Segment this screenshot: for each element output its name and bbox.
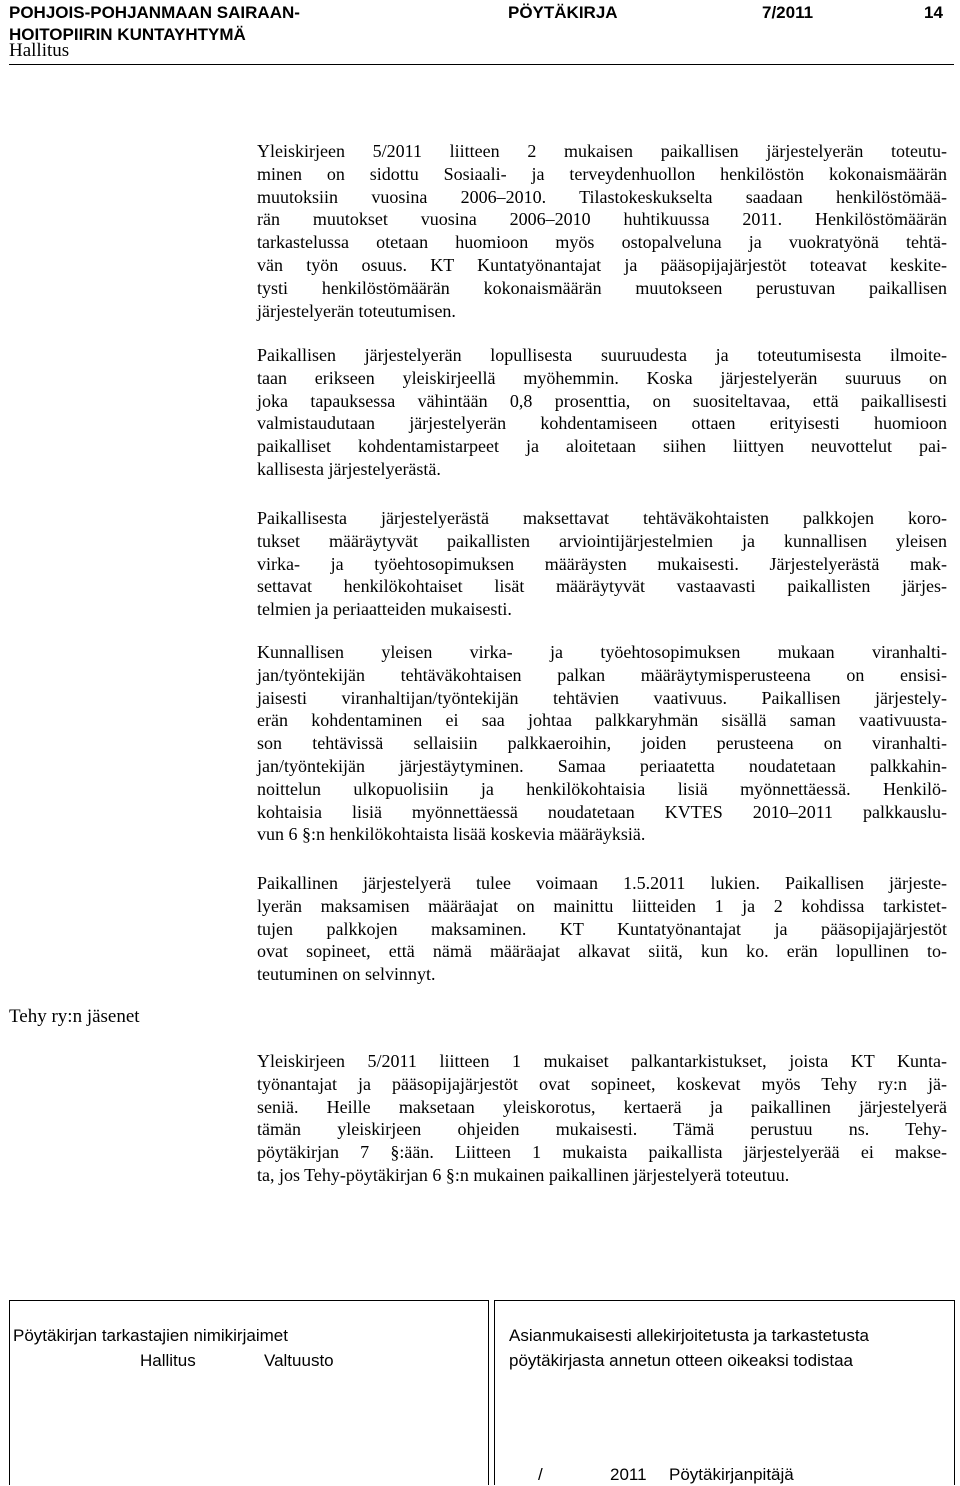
page-number: 14 [924, 3, 943, 22]
header-divider [9, 64, 954, 65]
paragraph-line: joka tapauksessa vähintään 0,8 prosenttia, on suositeltavaa, että paikallisesti [257, 390, 947, 411]
paragraph-line: tarkastelussa otetaan huomioon myös ostopalveluna ja vuokratyönä tehtä- [257, 232, 947, 253]
section-title: Hallitus [9, 40, 70, 61]
paragraph-5 [257, 872, 947, 986]
paragraph-line: vän työn osuus. KT Kuntatyönantajat ja pääsopijajärjestöt toteavat keskite- [257, 254, 947, 275]
paragraph-1 [257, 140, 947, 322]
paragraph-line: valmistaudutaan järjestelyerän kohdentamiseen ottaen erityisesti huomioon [257, 413, 947, 434]
paragraph-line: muutoksiin vuosina 2006–2010. Tilastokeskukselta saadaan henkilöstömää- [257, 186, 947, 207]
paragraph-line: tukset määräytyvät paikallisten arviointijärjestelmien ja kunnallisen yleisen [257, 530, 947, 551]
paragraph-3 [257, 507, 947, 621]
paragraph-line: työnantajat ja pääsopijajärjestöt ovat sopineet, koskevat myös Tehy ry:n jä- [257, 1073, 947, 1094]
paragraph-line: jan/työntekijän järjestäytyminen. Samaa periaatetta noudatetaan palkkahin- [257, 755, 947, 776]
paragraph-line: virka- ja työehtosopimuksen määräysten mukaisesti. Järjestelyerästä mak- [257, 553, 947, 574]
paragraph-6 [257, 1050, 947, 1187]
paragraph-line: minen on sidottu Sosiaali- ja terveydenhuollon henkilöstön kokonaismäärän [257, 163, 947, 184]
issue-number: 7/2011 [762, 3, 814, 22]
footer-valtuusto-label: Valtuusto [264, 1351, 334, 1370]
paragraph-line: Kunnallisen yleisen virka- ja työehtosopimuksen mukaan viranhalti- [257, 642, 947, 662]
footer-certification-line-2: pöytäkirjasta annetun otteen oikeaksi todistaa [509, 1351, 854, 1370]
document-type: PÖYTÄKIRJA [508, 3, 618, 22]
paragraph-line: Paikallisesta järjestelyerästä maksettavat tehtäväkohtaisten palkkojen koro- [257, 508, 947, 528]
footer-year: 2011 [610, 1465, 647, 1484]
paragraph-line: Yleiskirjeen 5/2011 liitteen 1 mukaiset palkantarkistukset, joista KT Kunta- [257, 1051, 947, 1071]
paragraph-2 [257, 344, 947, 481]
paragraph-line: son tehtävissä sellaisiin palkkaeroihin, joiden perusteena on viranhalti- [257, 733, 947, 754]
paragraph-line: järjestelyerän toteutumisen. [257, 300, 456, 321]
organization-name-line-1: POHJOIS-POHJANMAAN SAIRAAN- [9, 3, 300, 22]
organization-name-line-2: HOITOPIIRIN KUNTAYHTYMÄ [9, 25, 246, 44]
paragraph-line: tämän yleiskirjeen ohjeiden mukaisesti. Tämä perustuu ns. Tehy- [257, 1119, 947, 1140]
paragraph-4 [257, 641, 947, 846]
footer-certification-line-1: Asianmukaisesti allekirjoitetusta ja tarkastetusta [509, 1326, 869, 1345]
paragraph-line: teutuminen on selvinnyt. [257, 964, 436, 985]
paragraph-line: jan/työntekijän tehtäväkohtaisen palkan määräytymisperusteena on ensisi- [257, 664, 947, 685]
paragraph-line: lyerän maksamisen määräajat on mainittu liitteiden 1 ja 2 kohdissa tarkistet- [257, 895, 947, 916]
footer-initials-label: Pöytäkirjan tarkastajien nimikirjaimet [13, 1326, 288, 1345]
paragraph-line: ta, jos Tehy-pöytäkirjan 6 §:n mukainen paikallinen järjestelyerä toteutuu. [257, 1164, 790, 1185]
footer-hallitus-label: Hallitus [140, 1351, 196, 1370]
footer-date-slash: / [538, 1465, 543, 1484]
paragraph-line: jaisesti viranhaltijan/työntekijän tehtävien vaativuus. Paikallisen järjestely- [257, 687, 947, 708]
side-heading: Tehy ry:n jäsenet [9, 1006, 140, 1027]
paragraph-line: telmien ja periaatteiden mukaisesti. [257, 599, 512, 620]
paragraph-line: Paikallinen järjestelyerä tulee voimaan 1.5.2011 lukien. Paikallisen järjeste- [257, 873, 947, 893]
paragraph-line: taan erikseen yleiskirjeellä myöhemmin. Koska järjestelyerän suuruus on [257, 367, 947, 388]
paragraph-line: rän muutokset vuosina 2006–2010 huhtikuussa 2011. Henkilöstömäärän [257, 209, 947, 230]
paragraph-line: Paikallisen järjestelyerän lopullisesta suuruudesta ja toteutumisesta ilmoite- [257, 345, 947, 365]
paragraph-line: noittelun ulkopuolisiin ja henkilökohtaisia lisiä myönnettäessä. Henkilö- [257, 778, 947, 799]
paragraph-line: settavat henkilökohtaiset lisät määräytyvät vastaavasti paikallisten järjes- [257, 576, 947, 597]
paragraph-line: erän kohdentaminen ei saa johtaa palkkaryhmän sisällä saman vaativuusta- [257, 710, 947, 731]
paragraph-line: pöytäkirjan 7 §:ään. Liitteen 1 mukaista paikallista järjestelyerää ei makse- [257, 1142, 947, 1163]
paragraph-line: tujen palkkojen maksaminen. KT Kuntatyönantajat ja pääsopijajärjestöt [257, 918, 947, 939]
paragraph-line: ovat sopineet, että nämä määräajat alkavat siitä, kun ko. erän lopullinen to- [257, 941, 947, 962]
paragraph-line: kohtaisia lisiä myönnettäessä noudatetaan KVTES 2010–2011 palkkauslu- [257, 801, 947, 822]
footer-minute-keeper-label: Pöytäkirjanpitäjä [669, 1465, 794, 1484]
paragraph-line: tysti henkilöstömäärän kokonaismäärän muutokseen perustuvan paikallisen [257, 277, 947, 298]
paragraph-line: vun 6 §:n henkilökohtaista lisää koskevia määräyksiä. [257, 824, 646, 845]
paragraph-line: kallisesta järjestelyerästä. [257, 458, 441, 479]
paragraph-line: Yleiskirjeen 5/2011 liitteen 2 mukaisen paikallisen järjestelyerän toteutu- [257, 141, 947, 161]
paragraph-line: paikalliset kohdentamistarpeet ja aloitetaan siihen liittyen neuvottelut pai- [257, 436, 947, 457]
paragraph-line: seniä. Heille maksetaan yleiskorotus, kertaerä ja paikallinen järjestelyerä [257, 1096, 947, 1117]
